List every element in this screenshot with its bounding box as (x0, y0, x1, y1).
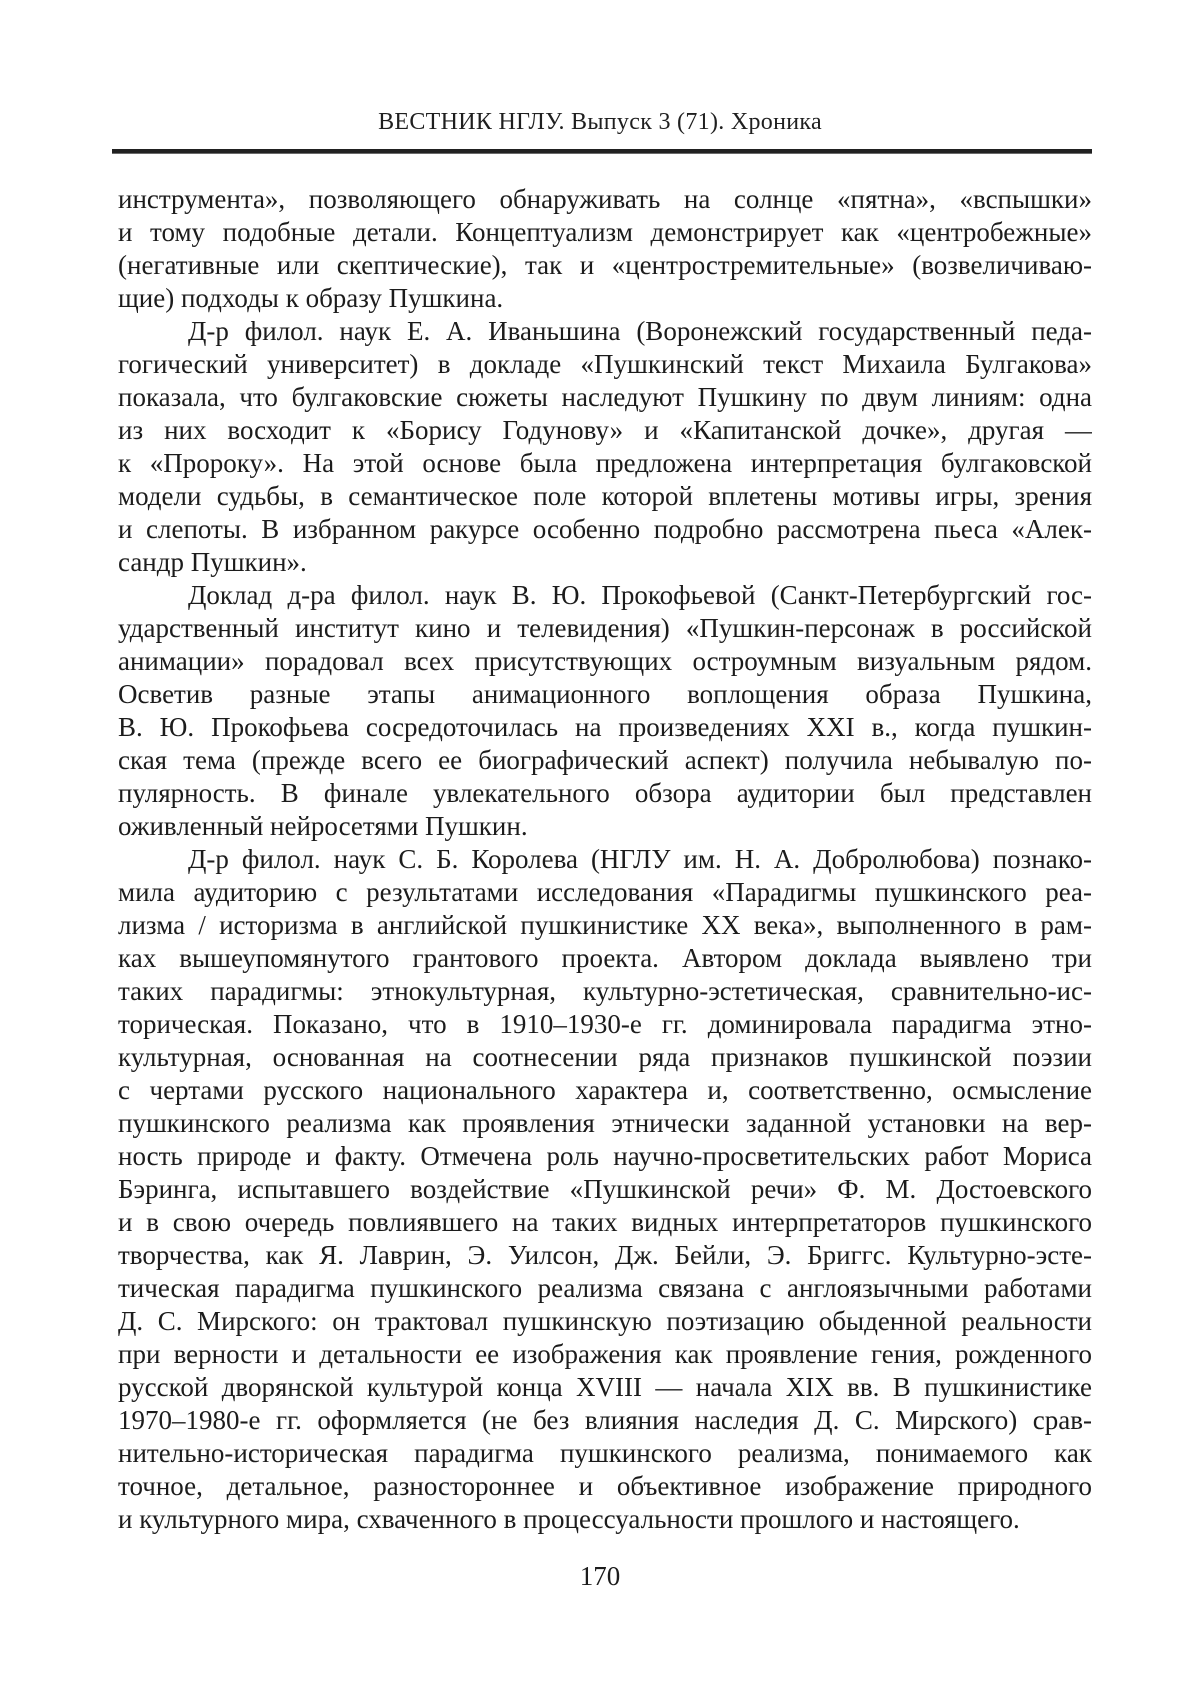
text-line: Д-р филол. наук Е. А. Иваньшина (Воронежский государственный педа- (188, 316, 1092, 346)
paragraph (118, 315, 1092, 579)
text-line: пулярность. В финале увлекательного обзора аудитории был представлен (118, 778, 1092, 808)
text-line: сандр Пушкин». (118, 547, 307, 577)
text-line: щие) подходы к образу Пушкина. (118, 283, 504, 313)
text-line: с чертами русского национального характера и, соответственно, осмысление (118, 1075, 1092, 1105)
text-line: лизма / историзма в английской пушкинистике XX века», выполненного в рам- (118, 910, 1092, 940)
text-line: ность природе и факту. Отмечена роль научно-просветительских работ Мориса (118, 1141, 1092, 1171)
running-header: ВЕСТНИК НГЛУ. Выпуск 3 (71). Хроника (378, 109, 822, 135)
text-line: В. Ю. Прокофьева сосредоточилась на произведениях XXI в., когда пушкин- (118, 712, 1092, 742)
text-line: ках вышеупомянутого грантового проекта. Автором доклада выявлено три (118, 943, 1092, 973)
paragraph (118, 579, 1092, 843)
text-line: Д. С. Мирского: он трактовал пушкинскую поэтизацию обыденной реальности (118, 1306, 1092, 1336)
text-line: творчества, как Я. Лаврин, Э. Уилсон, Дж. Бейли, Э. Бриггс. Культурно-эсте- (118, 1240, 1092, 1270)
text-line: Д-р филол. наук С. Б. Королева (НГЛУ им. Н. А. Добролюбова) познако- (188, 844, 1092, 874)
text-line: инструмента», позволяющего обнаруживать на солнце «пятна», «вспышки» (118, 184, 1092, 214)
text-line: Доклад д-ра филол. наук В. Ю. Прокофьевой (Санкт-Петербургский гос- (188, 580, 1092, 610)
text-line: и в свою очередь повлиявшего на таких видных интерпретаторов пушкинского (118, 1207, 1092, 1237)
text-line: русской дворянской культурой конца XVIII — начала XIX вв. В пушкинистике (118, 1372, 1092, 1402)
text-line: из них восходит к «Борису Годунову» и «Капитанской дочке», другая — (118, 415, 1092, 445)
header-rule (112, 149, 1092, 154)
text-line: ударственный институт кино и телевидения) «Пушкин-персонаж в российской (118, 613, 1092, 643)
paragraph (118, 183, 1092, 315)
text-line: таких парадигмы: этнокультурная, культурно-эстетическая, сравнительно-ис- (118, 976, 1092, 1006)
text-line: Бэринга, испытавшего воздействие «Пушкинской речи» Ф. М. Достоевского (118, 1174, 1092, 1204)
text-line: и слепоты. В избранном ракурсе особенно подробно рассмотрена пьеса «Алек- (118, 514, 1092, 544)
text-line: (негативные или скептические), так и «центростремительные» (возвеличиваю- (118, 250, 1092, 280)
text-line: при верности и детальности ее изображения как проявление гения, рожденного (118, 1339, 1092, 1369)
text-line: анимации» порадовал всех присутствующих остроумным визуальным рядом. (118, 646, 1092, 676)
text-line: тическая парадигма пушкинского реализма связана с англоязычными работами (118, 1273, 1092, 1303)
text-line: нительно-историческая парадигма пушкинского реализма, понимаемого как (118, 1438, 1092, 1468)
text-line: гогический университет) в докладе «Пушкинский текст Михаила Булгакова» (118, 349, 1092, 379)
text-line: Осветив разные этапы анимационного воплощения образа Пушкина, (118, 679, 1092, 709)
text-line: ская тема (прежде всего ее биографический аспект) получила небывалую по- (118, 745, 1092, 775)
text-line: торическая. Показано, что в 1910–1930-е гг. доминировала парадигма этно- (118, 1009, 1092, 1039)
text-line: показала, что булгаковские сюжеты наследуют Пушкину по двум линиям: одна (118, 382, 1092, 412)
text-body (118, 183, 1092, 1536)
text-line: пушкинского реализма как проявления этнически заданной установки на вер- (118, 1108, 1092, 1138)
text-line: и тому подобные детали. Концептуализм демонстрирует как «центробежные» (118, 217, 1092, 247)
text-line: и культурного мира, схваченного в процессуальности прошлого и настоящего. (118, 1504, 1020, 1534)
text-line: к «Пророку». На этой основе была предложена интерпретация булгаковской (118, 448, 1092, 478)
text-line: модели судьбы, в семантическое поле которой вплетены мотивы игры, зрения (118, 481, 1092, 511)
text-line: мила аудиторию с результатами исследования «Парадигмы пушкинского реа- (118, 877, 1092, 907)
text-line: культурная, основанная на соотнесении ряда признаков пушкинской поэзии (118, 1042, 1092, 1072)
text-line: оживленный нейросетями Пушкин. (118, 811, 528, 841)
paragraph (118, 843, 1092, 1536)
page-number: 170 (579, 1561, 621, 1591)
text-line: точное, детальное, разностороннее и объективное изображение природного (118, 1471, 1092, 1501)
text-line: 1970–1980-е гг. оформляется (не без влияния наследия Д. С. Мирского) срав- (118, 1405, 1092, 1435)
